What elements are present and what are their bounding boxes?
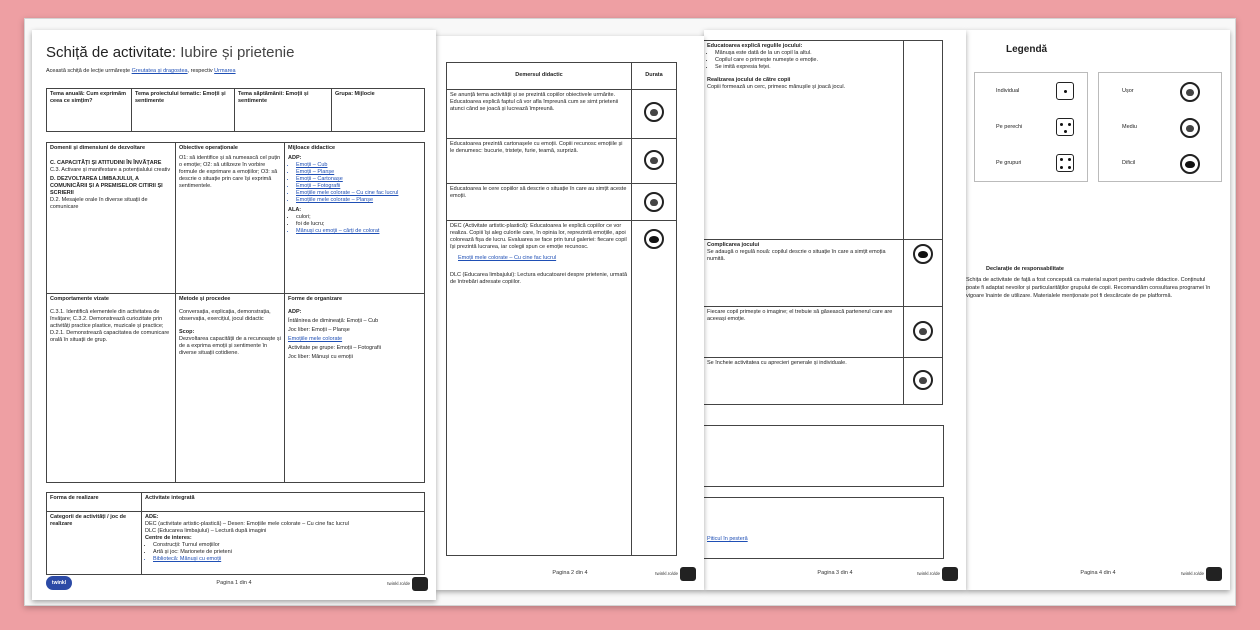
scope-head: Scop:	[179, 329, 195, 335]
centers-list	[153, 542, 421, 563]
col-head-activity: Demersul didactic	[446, 62, 632, 90]
twinkl-logo: twinkl	[46, 576, 72, 590]
domains-cell	[46, 142, 176, 294]
timer-icon	[644, 229, 664, 249]
centers-head: Centre de interes:	[145, 535, 192, 541]
duration-cell	[631, 138, 677, 184]
material-link[interactable]: • Emoții – Cub	[296, 162, 421, 169]
complication-head: Complicarea jocului	[707, 242, 760, 248]
organisation-line: Activitate pe grupe: Emoții – Fotografii	[288, 345, 381, 351]
title-accent: Iubire și prietenie	[180, 44, 295, 61]
material-link[interactable]: • Mănuși cu emoții – cărți de colorat	[296, 228, 421, 235]
material-link[interactable]: • Emoțiile mele colorate – Cu cine fac lucrul	[296, 190, 421, 197]
footer-url: twinkl.ro/de	[917, 571, 940, 576]
organisation-line: Întâlnirea de dimineață: Emoții – Cub	[288, 318, 379, 324]
title-plain: Schiță de activitate:	[46, 44, 181, 61]
objectives-head: Obiective operaționale	[179, 145, 238, 151]
disclaimer-head: Declarație de responsabilitate	[986, 266, 1064, 272]
intro-link-1[interactable]: Greutatea și dragostea	[131, 68, 188, 74]
duration-cell	[903, 239, 943, 307]
legend-title: Legendă	[1006, 44, 1048, 55]
page-3	[704, 30, 966, 590]
categories-ade: ADE:	[145, 514, 159, 520]
material-link[interactable]: • Emoțiile mele colorate – Planșe	[296, 197, 421, 204]
materials-cell	[284, 142, 425, 294]
material-item: • culori;	[296, 214, 421, 221]
col-head-duration: Durata	[631, 62, 677, 90]
school-logo-icon	[1206, 567, 1222, 581]
legend-label: Ușor	[1122, 88, 1134, 94]
categories-line-1: DEC (activitate artistic-plastică) – Desen: Emoțiile mele colorate – Cu cine fac lucrul	[145, 521, 349, 527]
organisation-head: Forme de organizare	[288, 296, 343, 302]
domains-head: Domenii și dimensiuni de dezvoltare	[50, 145, 146, 151]
categories-line-2: DLC (Educarea limbajului) – Lectură după imagini	[145, 528, 267, 534]
timer-icon	[913, 370, 933, 390]
materials-ala: ALA:	[288, 207, 302, 213]
timer-icon	[1180, 118, 1200, 138]
timer-icon	[644, 102, 664, 122]
material-link[interactable]: • Emoții – Planșe	[296, 169, 421, 176]
methods-cell	[175, 293, 285, 483]
closing-cell: Se încheie activitatea cu aprecieri generale și individuale.	[704, 357, 904, 405]
duration-cell	[631, 183, 677, 221]
domain-c: C. CAPACITĂȚI ȘI ATITUDINI ÎN ÎNVĂȚARE	[50, 160, 162, 166]
resources-box	[704, 497, 944, 559]
step-4-text: DEC (Activitate artistic-plastică): Educatoarea le explică copiilor ce vor realiza. Copiii își aleg culorile care, în opinia lor, reprezintă emoțiile, apoi colorează fișa de lucru. Evaluarea se face prin turul galeriei: fiecare copil își prezintă lucrarea, iar colegii spun ce emoție recunosc.	[450, 223, 627, 250]
page-3-footer	[704, 566, 966, 584]
group: Grupa: Mijlocie	[331, 88, 425, 132]
page-number: Pagina 2 din 4	[552, 570, 588, 576]
timer-icon	[1180, 154, 1200, 174]
page-2-footer	[436, 566, 704, 584]
intro-b: , respectiv	[187, 68, 215, 74]
timer-icon	[1180, 82, 1200, 102]
rule-item: • Copilul care o primește numește o emoție.	[715, 57, 900, 64]
rules-list	[715, 50, 900, 71]
material-item: • foi de lucru;	[296, 221, 421, 228]
center-link[interactable]: • Bibliotecă: Mănuși cu emoții	[153, 556, 421, 563]
empty-box	[704, 425, 944, 487]
timer-icon	[913, 244, 933, 264]
scope-body: Dezvoltarea capacității de a recunoaște și de a exprima emoții și sentimente în diverse situații cotidiene.	[179, 336, 281, 356]
objectives-cell	[175, 142, 285, 294]
duration-cell	[631, 89, 677, 139]
theme-project: Tema proiectului tematic: Emoții și sentimente	[131, 88, 235, 132]
page-number: Pagina 4 din 4	[1080, 570, 1116, 576]
materials-list-2	[296, 214, 421, 235]
page-2	[436, 36, 704, 590]
objectives-body: O1: să identifice și să numească cel puțin o emoție; O2: să utilizeze în vorbire formule de exprimare a emoțiilor; O3: să descrie o situație prin care își exprimă sentimentele.	[179, 155, 281, 189]
material-link[interactable]: • Emoții – Fotografii	[296, 183, 421, 190]
pairs-cell: Fiecare copil primește o imagine; el trebuie să găsească partenerul care are aceeași emoție.	[704, 306, 904, 358]
behaviours-body: C.3.1. Identifică elementele din activitatea de învățare; C.3.2. Demonstrează curiozitate prin activități practice plastice, muzicale și practice; D.2.1. Demonstrează capacitatea de comunicare orală în situații de grup.	[50, 309, 170, 343]
play-body: Copiii formează un cerc, primesc mănușile și joacă jocul.	[707, 84, 846, 90]
page-4-footer	[966, 566, 1230, 584]
materials-adp: ADP:	[288, 155, 302, 161]
legend-label: Pe perechi	[996, 124, 1023, 130]
dice-one-icon	[1056, 82, 1074, 100]
intro	[46, 68, 426, 75]
domain-d2: D.2. Mesajele orale în diverse situații de comunicare	[50, 197, 148, 210]
duration-cell	[903, 40, 943, 240]
theme-annual: Tema anuală: Cum exprimăm ceea ce simțim?	[46, 88, 132, 132]
behaviours-cell	[46, 293, 176, 483]
methods-head: Metode și procedee	[179, 296, 231, 302]
duration-cell	[903, 357, 943, 405]
duration-cell	[903, 306, 943, 358]
organisation-link[interactable]: Emoțiile mele colorate	[288, 336, 343, 342]
step-5-text: DLC (Educarea limbajului): Lectura educatoarei despre prietenie, urmată de întrebări adresate copiilor.	[450, 272, 628, 285]
resource-link[interactable]: Piticul în pesteră	[707, 536, 748, 542]
organisation-cell	[284, 293, 425, 483]
rule-item: • Se imită expresia feței.	[715, 64, 900, 71]
categories-value	[141, 511, 425, 575]
step-4-link[interactable]: Emoții mele colorate – Cu cine fac lucrul	[458, 255, 557, 261]
intro-a: Această schiță de lecție urmărește	[46, 68, 132, 74]
school-logo-icon	[942, 567, 958, 581]
school-logo-icon	[680, 567, 696, 581]
page-1	[32, 30, 436, 600]
step-4	[446, 220, 632, 556]
step-3: Educatoarea le cere copiilor să descrie o situație în care au simțit aceste emoții.	[446, 183, 632, 221]
duration-cell	[631, 220, 677, 556]
play-head: Realizarea jocului de către copii	[707, 77, 791, 83]
behaviours-head: Comportamente vizate	[50, 296, 109, 302]
dice-two-icon	[1056, 118, 1074, 136]
footer-url: twinkl.ro/de	[1181, 571, 1204, 576]
legend-label: Pe grupuri	[996, 160, 1022, 166]
materials-head: Mijloace didactice	[288, 145, 336, 151]
rule-item: • Mănușa este dată de la un copil la altul.	[715, 50, 900, 57]
complication-body: Se adaugă o regulă nouă: copilul descrie o situație în care a simțit emoția numită.	[707, 249, 886, 262]
legend-label: Mediu	[1122, 124, 1137, 130]
page-4	[966, 30, 1230, 590]
form-label: Forma de realizare	[46, 492, 142, 512]
school-logo-icon	[412, 577, 428, 591]
disclaimer-body: Schița de activitate de față a fost concepută ca material suport pentru cadrele didactice. Conținutul poate fi adaptat nevoilor și particularităților grupului de copii. Recomandăm consultarea programei în vigoare înainte de utilizare. Materialele menționate pot fi descărcate de pe platformă.	[966, 277, 1211, 299]
timer-icon	[644, 150, 664, 170]
organisation-line: Joc liber: Mănuși cu emoții	[288, 354, 353, 360]
dice-three-icon	[1056, 154, 1074, 172]
organisation-line: Joc liber: Emoții – Planșe	[288, 327, 350, 333]
center-item: • Construcții: Turnul emoțiilor	[153, 542, 421, 549]
step-2: Educatoarea prezintă cartonașele cu emoții. Copiii recunosc emoțiile și le denumesc: bucurie, tristețe, furie, teamă, surpriză.	[446, 138, 632, 184]
game-rules-cell	[704, 40, 904, 240]
materials-list	[296, 162, 421, 204]
step-1: Se anunță tema activității și se prezintă copiilor obiectivele urmărite. Educatoarea explică faptul că vor afla împreună cum se simt prietenii atunci când se joacă și lucrează împreună.	[446, 89, 632, 139]
legend-label: Dificil	[1122, 160, 1136, 166]
footer-url: twinkl.ro/de	[655, 571, 678, 576]
domain-d: D. DEZVOLTAREA LIMBAJULUI, A COMUNICĂRII ȘI A PREMISELOR CITIRII ȘI SCRIERII	[50, 176, 163, 196]
complication-cell	[704, 239, 904, 307]
material-link[interactable]: • Emoții – Cartonașe	[296, 176, 421, 183]
footer-url: twinkl.ro/de	[387, 581, 410, 586]
page-1-footer	[32, 576, 436, 594]
theme-week: Tema săptămânii: Emoții și sentimente	[234, 88, 332, 132]
organisation-adp: ADP:	[288, 309, 302, 315]
domain-c3: C.3. Activare și manifestare a potențialului creativ	[50, 167, 171, 173]
timer-icon	[913, 321, 933, 341]
timer-icon	[644, 192, 664, 212]
page-number: Pagina 3 din 4	[817, 570, 853, 576]
legend-label: Individual	[996, 88, 1020, 94]
form-value: Activitate integrată	[141, 492, 425, 512]
intro-link-2[interactable]: Urmarea	[214, 68, 236, 74]
rules-intro: Educatoarea explică regulile jocului:	[707, 43, 803, 49]
center-item: • Artă și joc: Marionete de prieteni	[153, 549, 421, 556]
categories-label: Categorii de activități / joc de realizare	[46, 511, 142, 575]
legend-right	[1098, 72, 1222, 182]
methods-body: Conversația, explicația, demonstrația, observația, exercițiul, jocul didactic	[179, 309, 271, 322]
page-number: Pagina 1 din 4	[216, 580, 252, 586]
page-title	[46, 44, 294, 61]
